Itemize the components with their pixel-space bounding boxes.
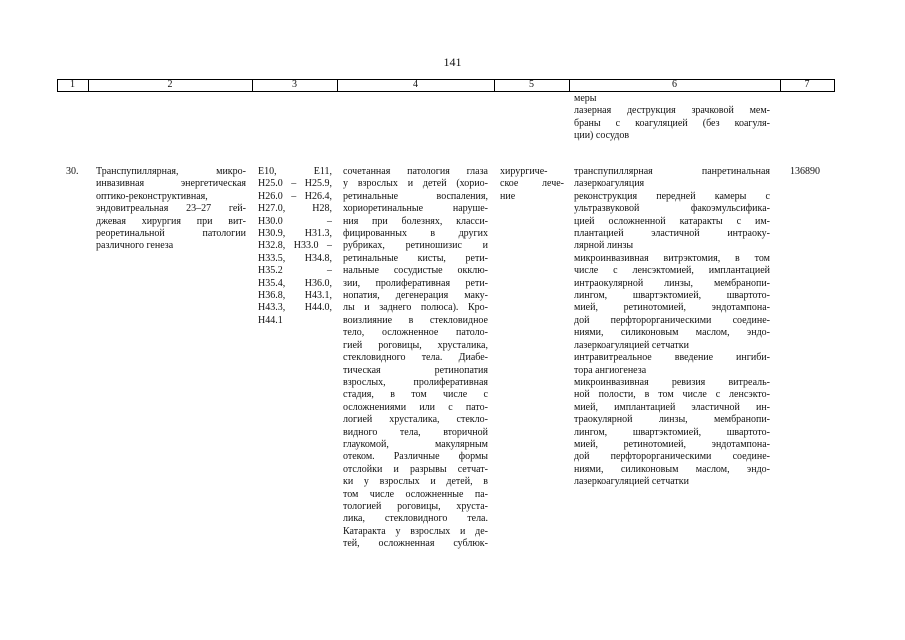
text-line: ское лече- <box>500 178 564 190</box>
code-line: H26.0 – H26.4, <box>258 190 332 202</box>
text-line: отеком. Различные формы <box>343 451 488 463</box>
text-line: лингом, швартэктомией, швартото- <box>574 426 770 438</box>
text-line: Катаракта у взрослых и де- <box>343 525 488 537</box>
text-line: цией осложненной катаракты с им- <box>574 215 770 227</box>
method-name <box>96 166 246 253</box>
text-line: видного тела, вторичной <box>343 426 488 438</box>
text-line: дой перфторорганическими соедине- <box>574 451 770 463</box>
text-line: лазерная деструкция зрачковой мем- <box>574 105 770 117</box>
diagnosis-text <box>343 166 488 551</box>
code-line: H30.0 – <box>258 215 332 227</box>
code-line: E10, E11, <box>258 166 332 177</box>
text-line: транспупиллярная панретинальная <box>574 166 770 177</box>
text-line: лингом, швартэктомией, швартото- <box>574 290 770 302</box>
text-line: сочетанная патология глаза <box>343 166 488 177</box>
text-line: плантацией эластичной интраоку- <box>574 228 770 240</box>
text-line: эндовитреальная 23–27 гей- <box>96 203 246 215</box>
text-line: траокулярной линзы, мембранопи- <box>574 414 770 426</box>
code-line: H27.0, H28, <box>258 203 332 215</box>
row-number: 30. <box>66 166 79 177</box>
text-line: у взрослых и детей (хорио- <box>343 178 488 190</box>
text-line: тело, осложненное патоло- <box>343 327 488 339</box>
code-line: H35.4, H36.0, <box>258 277 332 289</box>
text-line: стекловидного тела. Диабе- <box>343 352 488 364</box>
text-line: реоретинальной патологии <box>96 228 246 240</box>
header-bottom-border <box>57 91 835 92</box>
text-line: взрослых, пролиферативная <box>343 376 488 388</box>
text-line: реконструкция передней камеры с <box>574 190 770 202</box>
col-divider <box>834 79 835 92</box>
text-line: стадия, в том числе с <box>343 389 488 401</box>
code-line: H30.9, H31.3, <box>258 228 332 240</box>
text-line: хориоретинальные наруше- <box>343 203 488 215</box>
header-col-1: 1 <box>70 79 75 90</box>
text-line: отслойки и разрывы сетчат- <box>343 463 488 475</box>
text-line: инвазивная энергетическая <box>96 178 246 190</box>
code-line: H32.8, H33.0 – <box>258 240 332 252</box>
text-line: нальные сосудистые окклю- <box>343 265 488 277</box>
continuation-methods <box>574 93 770 143</box>
text-line: логией хрусталика, стекло- <box>343 414 488 426</box>
text-line: лы и заднего полюса). Кро- <box>343 302 488 314</box>
text-line: интравитреальное введение ингиби- <box>574 352 770 364</box>
text-line: оптико-реконструктивная, <box>96 190 208 202</box>
text-line: осложнениями или с пато- <box>343 401 488 413</box>
text-line: зии, пролиферативная рети- <box>343 277 488 289</box>
text-line: меры <box>574 93 597 104</box>
page-number: 141 <box>443 55 462 69</box>
text-line: рубриках, ретиношизис и <box>343 240 488 252</box>
cost-value: 136890 <box>790 166 820 177</box>
text-line: лярной линзы <box>574 240 634 252</box>
text-line: тическая ретинопатия <box>343 364 488 376</box>
code-line: H36.8, H43.1, <box>258 290 332 302</box>
text-line: ретинальные кисты, рети- <box>343 252 488 264</box>
code-line: H33.5, H34.8, <box>258 252 332 264</box>
treatment-methods <box>574 166 770 489</box>
text-line: браны с коагуляцией (без коагуля- <box>574 117 770 129</box>
text-line: Транспупиллярная, микро- <box>96 166 246 177</box>
header-col-3: 3 <box>292 79 297 90</box>
text-line: глаукомой, макулярным <box>343 438 488 450</box>
text-line: тей, осложненная сублюк- <box>343 538 488 550</box>
code-line: H43.3, H44.0, <box>258 302 332 314</box>
text-line: ной полости, в том числе с ленсэкто- <box>574 389 770 401</box>
text-line: ретинальные воспаления, <box>343 190 488 202</box>
text-line: нопатия, дегенерация маку- <box>343 290 488 302</box>
header-col-6: 6 <box>672 79 677 90</box>
code-line: H25.0 – H25.9, <box>258 178 332 190</box>
text-line: тора ангиогенеза <box>574 364 647 376</box>
text-line: фицированных в других <box>343 228 488 240</box>
text-line: ниями, силиконовым маслом, эндо- <box>574 463 770 475</box>
text-line: микроинвазивная витрэктомия, в том <box>574 252 770 264</box>
header-col-7: 7 <box>804 79 810 90</box>
text-line: микроинвазивная ревизия витреаль- <box>574 376 770 388</box>
text-line: гией роговицы, хрусталика, <box>343 339 488 351</box>
text-line: тологией роговицы, хруста- <box>343 500 488 512</box>
icd-codes <box>258 166 332 327</box>
text-line: дой перфторорганическими соедине- <box>574 314 770 326</box>
text-line: лазеркоагуляцией сетчатки <box>574 339 690 351</box>
text-line: джевая хирургия при вит- <box>96 215 246 227</box>
text-line: мией, имплантацией эластичной ин- <box>574 401 770 413</box>
text-line: ции) сосудов <box>574 130 630 142</box>
text-line: лазеркоагуляция <box>574 178 645 190</box>
text-line: воизлияние в стекловидное <box>343 314 488 326</box>
text-line: хирургиче- <box>500 166 548 177</box>
header-col-2: 2 <box>167 79 173 90</box>
code-line: H35.2 – <box>258 265 332 277</box>
text-line: том числе осложненные па- <box>343 488 488 500</box>
text-line: интраокулярной линзы, мембранопи- <box>574 277 770 289</box>
text-line: лика, стекловидного тела. <box>343 513 488 525</box>
text-line: лазеркоагуляцией сетчатки <box>574 476 690 488</box>
header-col-4: 4 <box>413 79 418 90</box>
text-line: ния при болезнях, класси- <box>343 215 488 227</box>
text-line: мией, ретинотомией, эндотампона- <box>574 302 770 314</box>
text-line: различного генеза <box>96 240 174 252</box>
code-line: H44.1 <box>258 314 283 326</box>
text-line: числе с ленсэктомией, имплантацией <box>574 265 770 277</box>
text-line: ниями, силиконовым маслом, эндо- <box>574 327 770 339</box>
text-line: ки у взрослых и детей, в <box>343 476 488 488</box>
text-line: ультразвуковой факоэмульсифика- <box>574 203 770 215</box>
header-col-5: 5 <box>529 79 534 90</box>
treatment-type <box>500 166 564 203</box>
text-line: ние <box>500 190 516 202</box>
text-line: мией, ретинотомией, эндотампона- <box>574 438 770 450</box>
